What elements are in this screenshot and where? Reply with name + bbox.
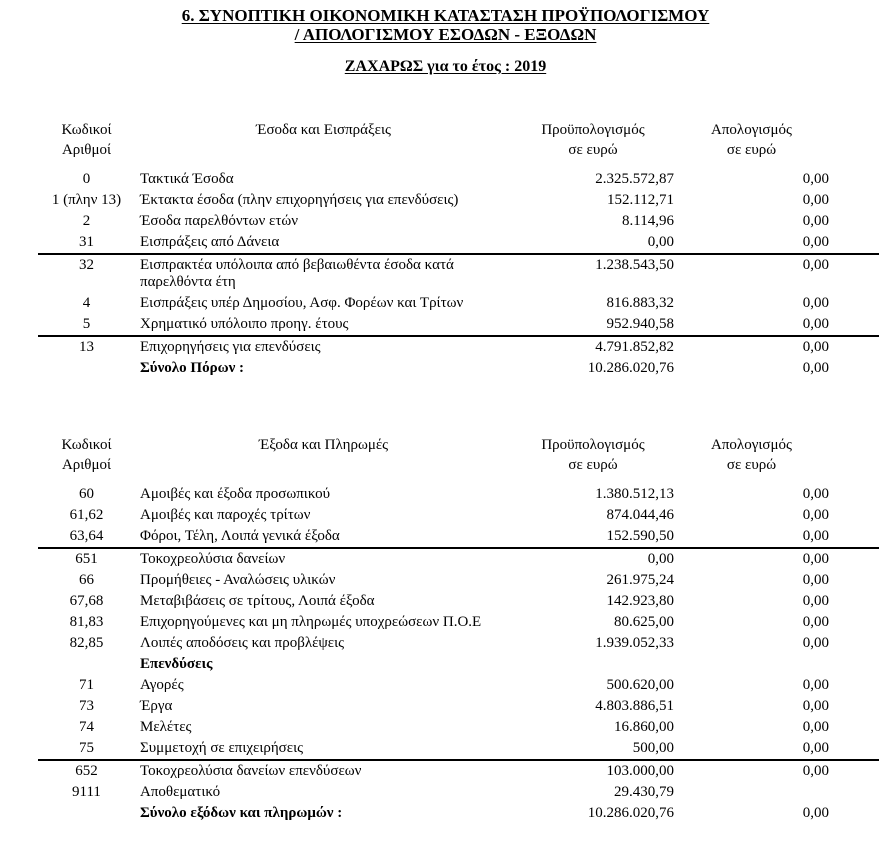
row-code: 32 [79,257,94,273]
row-actual-value: 0,00 [802,572,829,588]
row-label: Τοκοχρεολύσια δανείων επενδύσεων [140,763,362,779]
row-label: Έργα [140,698,173,714]
budget-header-line2: σε ευρώ [568,142,618,158]
row-code: 9111 [72,784,101,800]
row-label: Μελέτες [140,719,192,735]
row-budget-value: 10.286.020,76 [587,805,674,821]
row-actual-value: 0,00 [802,213,829,229]
table-row [38,591,879,612]
table-row [38,293,879,314]
row-code: 652 [75,763,98,779]
expense-table [38,435,879,824]
row-actual-value [674,654,879,675]
revenue-table [38,120,879,379]
table-row [38,484,879,505]
row-actual-value: 0,00 [674,232,879,254]
table-row [38,211,879,232]
table-row [38,675,879,696]
row-budget-value: 4.791.852,82 [595,339,674,355]
row-code [38,803,135,824]
row-actual-value: 0,00 [674,526,879,548]
row-actual-value: 0,00 [802,295,829,311]
code-header-line1: Κωδικοί [61,122,112,138]
row-code: 13 [79,339,94,355]
row-budget-value: 0,00 [512,232,674,254]
actual-column-header [674,120,879,169]
row-budget-value: 8.114,96 [622,213,674,229]
table-row [38,314,879,336]
page-header [0,0,891,76]
row-actual-value: 0,00 [802,677,829,693]
revenue-table-header-row [38,120,879,169]
row-code: 61,62 [69,507,104,523]
table-row [38,760,879,782]
row-budget-value: 4.803.886,51 [595,698,674,714]
budget-column-header [512,120,674,169]
row-code: 74 [79,719,94,735]
row-actual-value: 0,00 [802,257,829,273]
row-budget-value: 952.940,58 [512,314,674,336]
row-label: Έσοδα παρελθόντων ετών [140,213,299,229]
row-code: 5 [38,314,135,336]
row-actual-value: 0,00 [802,614,829,630]
table-row [38,254,879,293]
row-budget-value: 16.860,00 [614,719,674,735]
row-actual-value: 0,00 [802,486,829,502]
actual-header-line1: Απολογισμός [711,122,792,138]
table-row [38,738,879,760]
row-actual-value: 0,00 [802,360,829,376]
row-budget-value: 2.325.572,87 [595,171,674,187]
row-budget-value: 874.044,46 [606,507,674,523]
row-budget-value: 1.238.543,50 [595,257,674,273]
row-code: 63,64 [38,526,135,548]
actual-header-line2: σε ευρώ [726,142,777,158]
row-budget-value: 152.590,50 [512,526,674,548]
row-code: 1 (πλην 13) [51,192,122,208]
code-header-line2: Αριθμοί [61,142,112,158]
row-code: 651 [75,551,98,567]
budget-header-line1: Προϋπολογισμός [541,437,645,453]
row-code: 73 [79,698,94,714]
row-budget-value: 1.380.512,13 [595,486,674,502]
expense-table-header-row [38,435,879,484]
row-actual-value: 0,00 [802,593,829,609]
row-label: Αγορές [140,677,184,693]
code-column-header [38,435,135,484]
row-budget-value: 1.939.052,33 [595,635,674,651]
budget-header-line1: Προϋπολογισμός [541,122,645,138]
row-actual-value: 0,00 [802,551,829,567]
row-budget-value: 142.923,80 [606,593,674,609]
row-code: 71 [79,677,94,693]
row-label: Χρηματικό υπόλοιπο προηγ. έτους [135,314,512,336]
actual-header-line2: σε ευρώ [726,457,777,473]
row-budget-value: 29.430,79 [614,784,674,800]
row-code: 75 [38,738,135,760]
row-actual-value [674,782,879,803]
row-budget-value: 816.883,32 [606,295,674,311]
row-code: 4 [82,295,91,311]
page-title-line2: / ΑΠΟΛΟΓΙΣΜΟΥ ΕΣΟΔΩΝ - ΕΞΟΔΩΝ [294,25,597,44]
row-budget-value: 500.620,00 [606,677,674,693]
row-code: 82,85 [69,635,104,651]
row-budget-value: 261.975,24 [606,572,674,588]
row-label: Συμμετοχή σε επιχειρήσεις [135,738,512,760]
row-label: Εισπράξεις υπέρ Δημοσίου, Ασφ. Φορέων και Τρίτων [140,295,464,311]
table-row [38,232,879,254]
row-budget-value: 0,00 [647,551,674,567]
row-actual-value: 0,00 [802,719,829,735]
row-label: Επενδύσεις [140,656,213,672]
row-budget-value: 10.286.020,76 [587,360,674,376]
row-code: 81,83 [69,614,104,630]
budget-column-header [512,435,674,484]
table-row [38,169,879,190]
page-title-line1: 6. ΣΥΝΟΠΤΙΚΗ ΟΙΚΟΝΟΜΙΚΗ ΚΑΤΑΣΤΑΣΗ ΠΡΟΫΠΟΛΟΓΙΣΜΟΥ [181,6,710,25]
row-label: Τοκοχρεολύσια δανείων [140,551,286,567]
row-budget-value: 500,00 [512,738,674,760]
row-actual-value: 0,00 [802,763,829,779]
row-budget-value [512,654,674,675]
actual-column-header [674,435,879,484]
table-row [38,696,879,717]
row-actual-value: 0,00 [674,738,879,760]
table-row [38,654,879,675]
row-label: Σύνολο Πόρων : [140,360,245,376]
table-row [38,782,879,803]
row-code: 2 [82,213,91,229]
table-row [38,717,879,738]
row-label: Αμοιβές και έξοδα προσωπικού [140,486,330,502]
row-actual-value: 0,00 [674,314,879,336]
row-label: Εισπρακτέα υπόλοιπα από βεβαιωθέντα έσοδα κατά παρελθόντα έτη [140,257,454,290]
row-label: Αμοιβές και παροχές τρίτων [140,507,311,523]
row-budget-value: 152.112,71 [607,192,674,208]
code-header-line2: Αριθμοί [61,457,112,473]
row-actual-value: 0,00 [802,507,829,523]
code-header-line1: Κωδικοί [61,437,112,453]
table-row [38,336,879,358]
row-label: Εισπράξεις από Δάνεια [135,232,512,254]
table-row [38,526,879,548]
row-actual-value: 0,00 [802,698,829,714]
row-budget-value: 80.625,00 [614,614,674,630]
row-actual-value: 0,00 [802,339,829,355]
row-label: Επιχορηγήσεις για επενδύσεις [140,339,321,355]
actual-header-line1: Απολογισμός [711,437,792,453]
row-label: Τακτικά Έσοδα [140,171,234,187]
table-row [38,803,879,824]
row-actual-value: 0,00 [802,805,829,821]
row-actual-value: 0,00 [802,171,829,187]
row-budget-value: 103.000,00 [606,763,674,779]
description-column-header: Έξοδα και Πληρωμές [258,437,389,453]
row-code: 67,68 [69,593,104,609]
table-row [38,505,879,526]
row-label: Σύνολο εξόδων και πληρωμών : [140,805,343,821]
row-code [38,358,135,379]
budget-header-line2: σε ευρώ [568,457,618,473]
table-row [38,570,879,591]
row-label: Προμήθειες - Αναλώσεις υλικών [140,572,336,588]
page-subtitle: ΖΑΧΑΡΩΣ για το έτος : 2019 [344,58,547,75]
row-label: Λοιπές αποδόσεις και προβλέψεις [140,635,345,651]
description-column-header: Έσοδα και Εισπράξεις [256,122,391,138]
row-code: 60 [79,486,94,502]
row-code: 0 [82,171,91,187]
table-row [38,358,879,379]
row-label: Μεταβιβάσεις σε τρίτους, Λοιπά έξοδα [140,593,375,609]
table-row [38,633,879,654]
row-code: 31 [38,232,135,254]
table-row [38,190,879,211]
table-row [38,612,879,633]
table-row [38,548,879,570]
row-label: Φόροι, Τέλη, Λοιπά γενικά έξοδα [135,526,512,548]
code-column-header [38,120,135,169]
row-code [38,654,135,675]
row-label: Επιχορηγούμενες και μη πληρωμές υποχρεώσεων Π.Ο.Ε [140,614,482,630]
row-code: 66 [79,572,94,588]
row-label: Αποθεματικό [140,784,221,800]
row-actual-value: 0,00 [802,192,829,208]
row-label: Έκτακτα έσοδα (πλην επιχορηγήσεις για επενδύσεις) [140,192,459,208]
row-actual-value: 0,00 [802,635,829,651]
